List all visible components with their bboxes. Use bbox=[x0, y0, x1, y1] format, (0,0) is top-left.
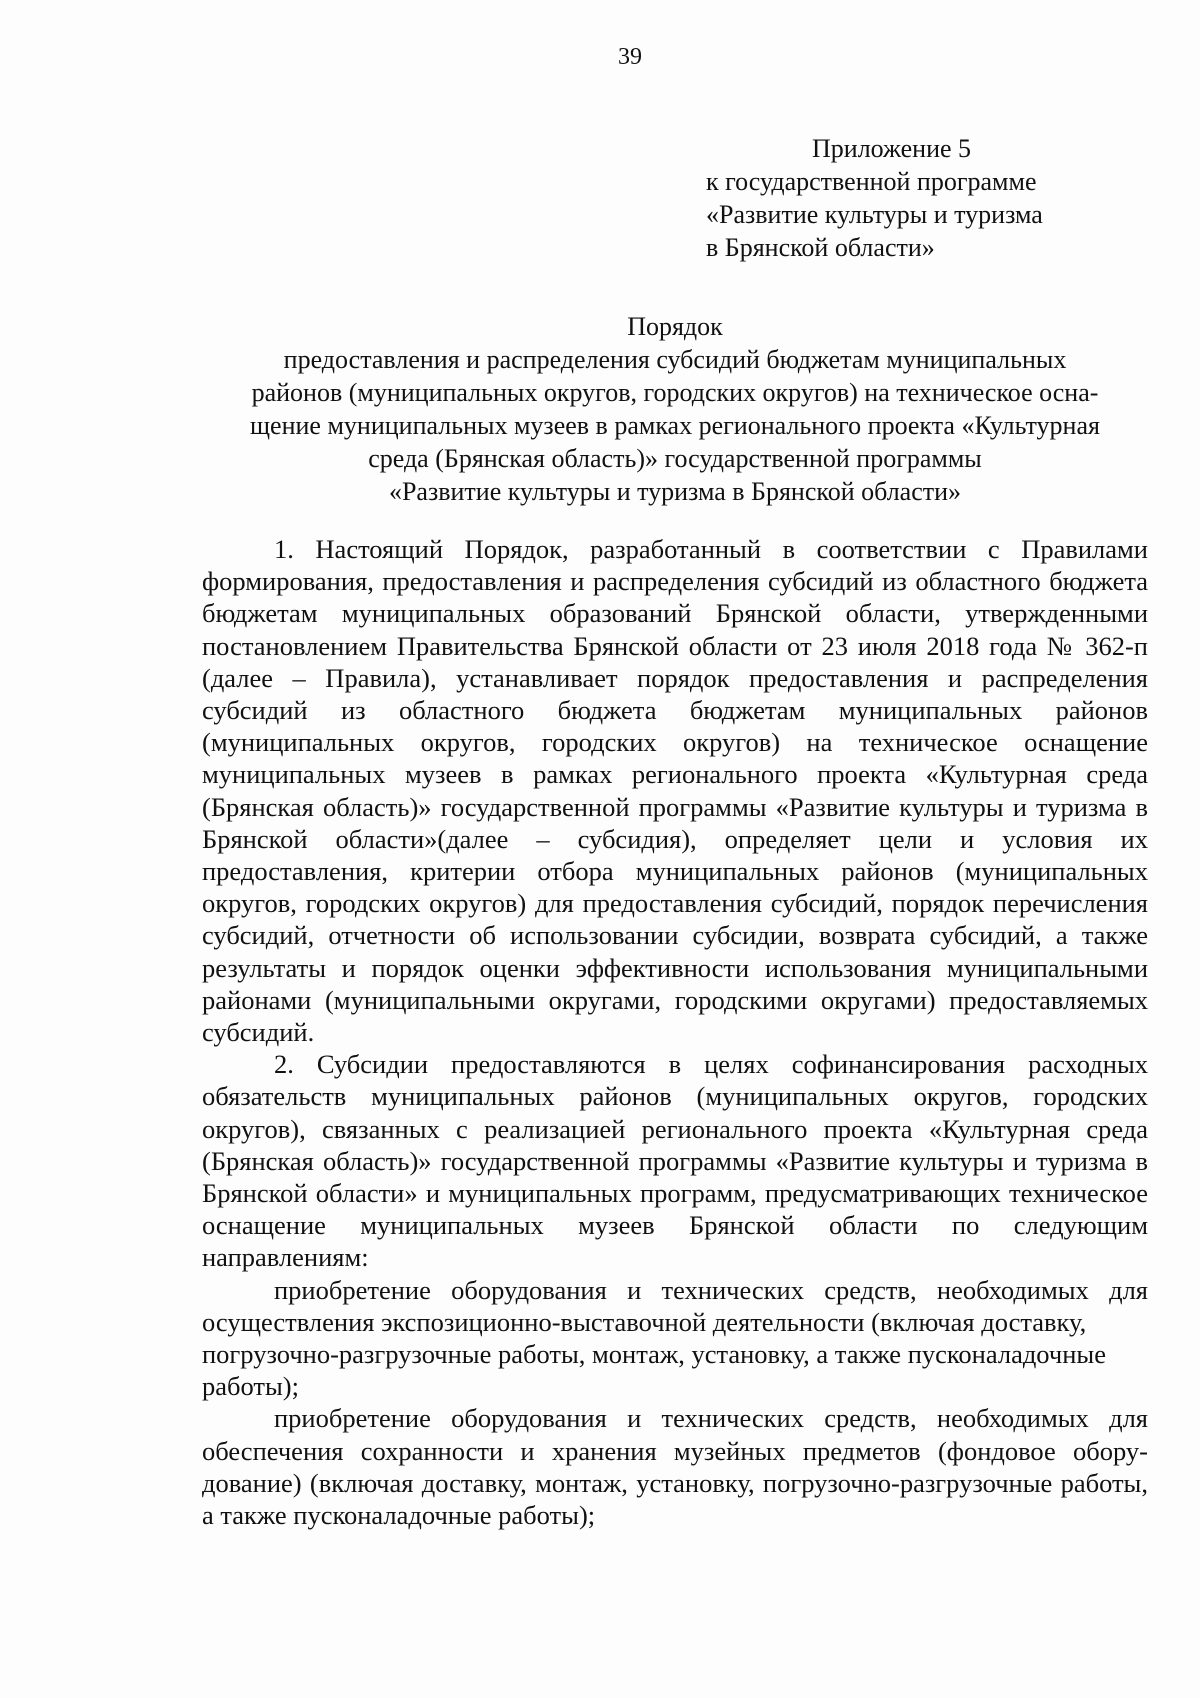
title-line: среда (Брянская область)» государственной программы bbox=[368, 444, 982, 473]
title-line: щение муниципальных музеев в рамках регионального проекта «Культурная bbox=[250, 411, 1100, 440]
list-item-exhibition: приобретение оборудования и технических средств, необходимых для осуществления экспозиционно-выставочной деятельности (включая доставку, bbox=[202, 1274, 1148, 1337]
body-text bbox=[202, 533, 1148, 1531]
appendix-line: «Развитие культуры и туризма bbox=[706, 200, 1043, 229]
document-title bbox=[200, 310, 1150, 508]
title-heading: Порядок bbox=[627, 312, 723, 341]
paragraph-2: 2. Субсидии предоставляются в целях софинансирования расходных обязательств муниципальных районов (муниципальных округов, городских округов), связанных с реализацией регионального проекта «Культурная среда (Брянская область)» государственной программы «Развитие культуры и туризма в Брянской области» и муниципальных программ, предусматривающих техническое оснащение муниципальных музеев Брянской области по следующим направлениям: bbox=[202, 1049, 1148, 1273]
appendix-line: Приложение 5 bbox=[812, 134, 972, 163]
appendix-block bbox=[706, 132, 1146, 264]
page-number: 39 bbox=[618, 44, 642, 70]
paragraph-1: 1. Настоящий Порядок, разработанный в соответствии с Правилами формирования, предоставления и распределения субсидий из областного бюджета бюджетам муниципальных образований Брянской области, утвержденными постановлением Правительства Брянской области от 23 июля 2018 года № 362-п (далее – Правила), устанавливает порядок предоставления и распределения субсидий из областного бюджета бюджетам муниципальных районов (муниципальных округов, городских округов) на техническое оснащение муниципальных музеев в рамках регионального проекта «Культурная среда (Брянская область)» государственной программы «Развитие культуры и туризма в Брянской области»(далее – субсидия), определяет цели и условия их предоставления, критерии отбора муниципальных районов (муниципальных округов, городских округов) для предоставления субсидий, порядок перечисления субсидий, отчетности об использовании субсидии, возврата субсидий, а также результаты и порядок оценки эффективности использования муниципальными районами (муниципальными округами, городскими округами) предоставляемых субсидий. bbox=[202, 534, 1148, 1048]
appendix-line: в Брянской области» bbox=[706, 233, 935, 262]
list-item-storage: приобретение оборудования и технических средств, необходимых для обеспечения сохранности и хранения музейных предметов (фондовое оборудование) (включая доставку, монтаж, установку, погрузочно-разгрузочные работы, а также пусконаладочные работы); bbox=[202, 1403, 1148, 1531]
appendix-line: к государственной программе bbox=[706, 167, 1037, 196]
title-line: «Развитие культуры и туризма в Брянской области» bbox=[388, 477, 962, 506]
title-line: районов (муниципальных округов, городских округов) на техническое осна- bbox=[251, 378, 1099, 407]
title-line: предоставления и распределения субсидий бюджетам муниципальных bbox=[283, 345, 1067, 374]
list-item-exhibition-continued: погрузочно-разгрузочные работы, монтаж, установку, а также пусконаладочные работы); bbox=[202, 1339, 1106, 1402]
